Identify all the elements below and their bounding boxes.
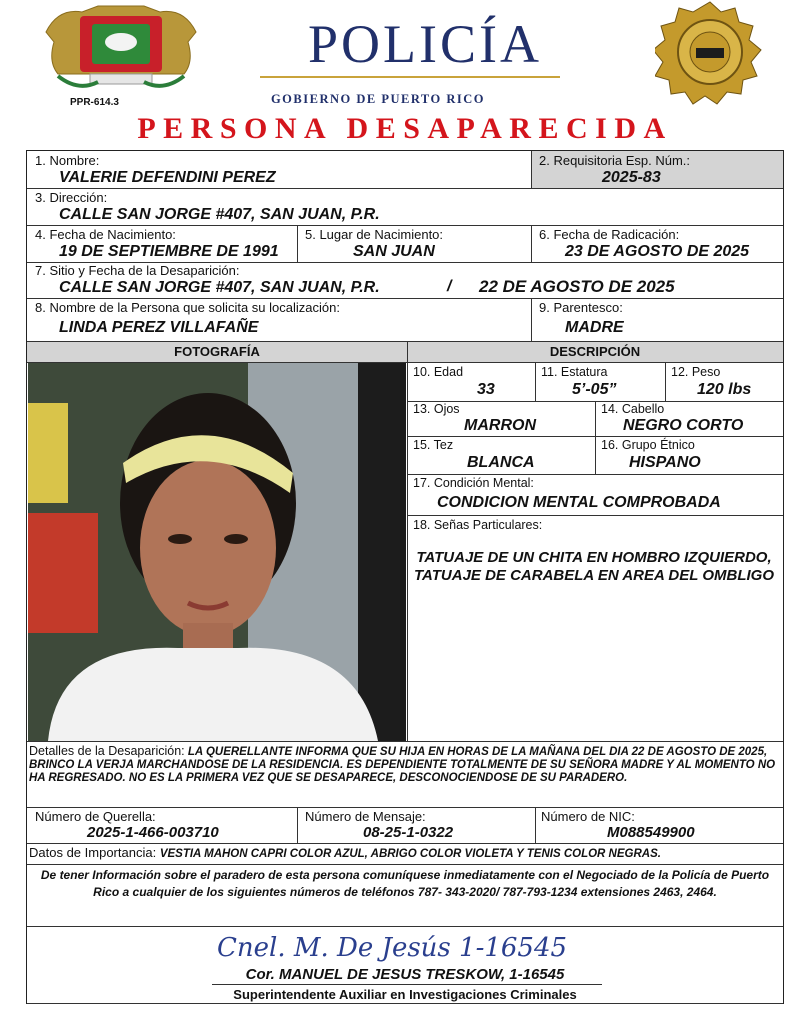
ojos-value: MARRON bbox=[464, 417, 536, 434]
edad-value: 33 bbox=[477, 381, 495, 398]
cabello-value: NEGRO CORTO bbox=[623, 417, 744, 434]
header-title: POLICÍA bbox=[308, 14, 542, 74]
detalles-label: Detalles de la Desaparición: bbox=[29, 744, 185, 758]
detalles-block bbox=[29, 745, 781, 785]
tez-value: BLANCA bbox=[467, 454, 535, 471]
signature-line bbox=[212, 984, 602, 985]
sitio-separator: / bbox=[447, 278, 452, 295]
police-badge-icon bbox=[655, 0, 765, 112]
firma-title: Superintendente Auxiliar en Investigaciones Criminales bbox=[233, 987, 577, 1002]
firma-name: Cor. MANUEL DE JESUS TRESKOW, 1-16545 bbox=[245, 966, 565, 983]
header-rule bbox=[260, 76, 560, 78]
signature: Cnel. M. De Jesús 1-16545 bbox=[217, 933, 568, 963]
mensaje-label: Número de Mensaje: bbox=[305, 809, 426, 824]
cabello-label: 14. Cabello bbox=[601, 402, 665, 416]
descripcion-header: DESCRIPCIÓN bbox=[549, 344, 641, 359]
nic-value: M088549900 bbox=[607, 824, 695, 841]
peso-label: 12. Peso bbox=[671, 365, 721, 379]
missing-person-form bbox=[26, 150, 784, 1004]
edad-label: 10. Edad bbox=[413, 365, 464, 379]
solicita-value: LINDA PEREZ VILLAFAÑE bbox=[59, 319, 259, 336]
header-subtitle: GOBIERNO DE PUERTO RICO bbox=[270, 92, 486, 106]
condicion-mental-label: 17. Condición Mental: bbox=[413, 476, 534, 490]
lugar-nacimiento-label: 5. Lugar de Nacimiento: bbox=[305, 227, 444, 242]
contacto-text: De tener Información sobre el paradero de esta persona comuníquese inmediatamente con el Negociado de la Policía de Puerto Rico a cualquier de los siguientes números de teléfonos 787- 343-2020/ 787-793-1234 extensiones 2463, 2464. bbox=[40, 868, 770, 899]
solicita-label: 8. Nombre de la Persona que solicita su localización: bbox=[35, 300, 340, 315]
condicion-mental-value: CONDICION MENTAL COMPROBADA bbox=[437, 494, 721, 511]
fecha-radicacion-label: 6. Fecha de Radicación: bbox=[539, 227, 680, 242]
parentesco-value: MADRE bbox=[565, 319, 624, 336]
tez-label: 15. Tez bbox=[413, 438, 454, 452]
importancia-label: Datos de Importancia: bbox=[29, 845, 157, 860]
nombre-label: 1. Nombre: bbox=[35, 153, 100, 168]
senas-value: TATUAJE DE UN CHITA EN HOMBRO IZQUIERDO, TATUAJE DE CARABELA EN AREA DEL OMBLIGO bbox=[413, 549, 774, 584]
nombre-value: VALERIE DEFENDINI PEREZ bbox=[59, 169, 276, 186]
fecha-radicacion-value: 23 DE AGOSTO DE 2025 bbox=[565, 243, 750, 260]
fecha-nacimiento-value: 19 DE SEPTIEMBRE DE 1991 bbox=[59, 243, 279, 260]
nic-label: Número de NIC: bbox=[541, 809, 635, 824]
requisitoria-value: 2025-83 bbox=[602, 169, 661, 186]
form-code: PPR-614.3 bbox=[70, 97, 119, 108]
lugar-nacimiento-value: SAN JUAN bbox=[353, 243, 435, 260]
sitio-fecha-value: 22 DE AGOSTO DE 2025 bbox=[479, 277, 675, 296]
direccion-value: CALLE SAN JORGE #407, SAN JUAN, P.R. bbox=[59, 206, 380, 223]
missing-person-banner: PERSONA DESAPARECIDA bbox=[137, 112, 673, 145]
estatura-label: 11. Estatura bbox=[541, 365, 608, 379]
senas-label: 18. Señas Particulares: bbox=[413, 518, 543, 532]
requisitoria-label: 2. Requisitoria Esp. Núm.: bbox=[539, 153, 691, 168]
puerto-rico-coat-of-arms-icon bbox=[38, 2, 204, 94]
fecha-nacimiento-label: 4. Fecha de Nacimiento: bbox=[35, 227, 176, 242]
estatura-value: 5’-05” bbox=[572, 381, 617, 398]
missing-person-photo bbox=[28, 363, 406, 741]
ojos-label: 13. Ojos bbox=[413, 402, 460, 416]
sitio-value: CALLE SAN JORGE #407, SAN JUAN, P.R. bbox=[59, 279, 380, 296]
detalles-text: LA QUERELLANTE INFORMA QUE SU HIJA EN HORAS DE LA MAÑANA DEL DIA 22 DE AGOSTO DE 2025, BRINCO LA VERJA MARCHANDOSE DE LA RESIDENCIA. ES DEPENDIENTE TOTALMENTE DE SU SEÑORA MADRE Y AL MOMENTO NO HA REGRESADO. NO ES LA PRIMERA VEZ QUE SE DESAPARECE, DESCONOCIENDOSE DE SU PARADERO. bbox=[29, 746, 776, 784]
importancia-text: VESTIA MAHON CAPRI COLOR AZUL, ABRIGO COLOR VIOLETA Y TENIS COLOR NEGRAS. bbox=[159, 848, 661, 860]
grupo-etnico-label: 16. Grupo Étnico bbox=[601, 438, 695, 452]
direccion-label: 3. Dirección: bbox=[35, 190, 108, 205]
parentesco-label: 9. Parentesco: bbox=[539, 300, 623, 315]
grupo-etnico-value: HISPANO bbox=[629, 454, 701, 471]
querella-value: 2025-1-466-003710 bbox=[87, 824, 219, 841]
mensaje-value: 08-25-1-0322 bbox=[363, 824, 454, 841]
importancia-block bbox=[29, 846, 661, 861]
querella-label: Número de Querella: bbox=[35, 809, 156, 824]
peso-value: 120 lbs bbox=[697, 381, 752, 398]
sitio-label: 7. Sitio y Fecha de la Desaparición: bbox=[35, 263, 240, 278]
fotografia-header: FOTOGRAFÍA bbox=[174, 344, 260, 359]
